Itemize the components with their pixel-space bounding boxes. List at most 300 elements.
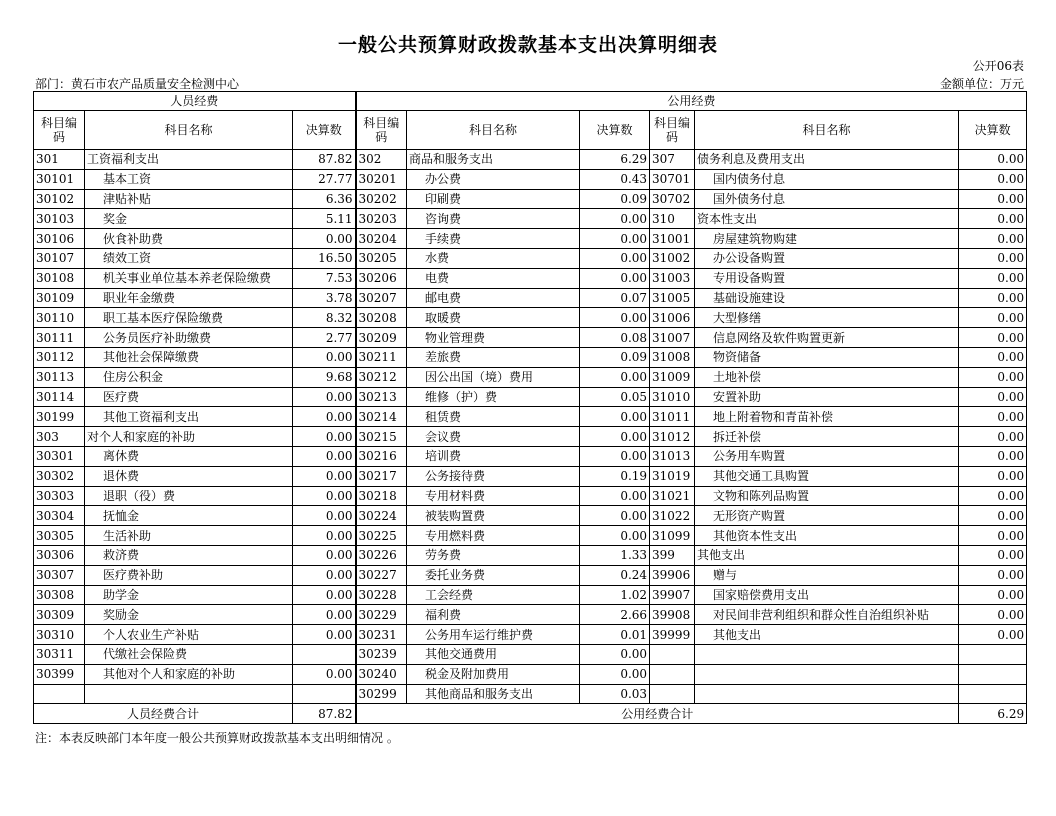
personnel-amount: 0.00 <box>293 565 356 585</box>
public-amount: 0.09 <box>580 347 650 367</box>
public-amount: 0.00 <box>580 248 650 268</box>
public-amount: 0.00 <box>580 268 650 288</box>
public-code: 30201 <box>356 169 407 189</box>
table-row <box>34 328 1027 348</box>
personnel-name: 公务员医疗补助缴费 <box>85 328 293 348</box>
personnel-name: 职业年金缴费 <box>85 288 293 308</box>
table-row <box>34 644 1027 664</box>
public-name: 租赁费 <box>407 407 580 427</box>
public-code: 30209 <box>356 328 407 348</box>
total-personnel-amount: 87.82 <box>293 704 356 724</box>
personnel-code: 30308 <box>34 585 85 605</box>
public-name: 专用材料费 <box>407 486 580 506</box>
public-code: 30205 <box>356 248 407 268</box>
public-code: 302 <box>356 150 407 170</box>
personnel-amount: 0.00 <box>293 486 356 506</box>
personnel-name: 绩效工资 <box>85 248 293 268</box>
public-amount: 6.29 <box>580 150 650 170</box>
unit-label: 金额单位：万元 <box>939 77 1024 91</box>
personnel-amount: 0.00 <box>293 664 356 684</box>
personnel-code: 30112 <box>34 347 85 367</box>
public-name: 被装购置费 <box>407 506 580 526</box>
personnel-amount: 7.53 <box>293 268 356 288</box>
public-code: 30224 <box>356 506 407 526</box>
public-name: 会议费 <box>407 427 580 447</box>
table-row <box>34 625 1027 645</box>
capital-code: 31003 <box>650 268 695 288</box>
personnel-code: 30309 <box>34 605 85 625</box>
table-row <box>34 526 1027 546</box>
table-row <box>34 288 1027 308</box>
personnel-code: 30304 <box>34 506 85 526</box>
personnel-code: 301 <box>34 150 85 170</box>
header-name: 科目名称 <box>85 111 293 150</box>
page-title: 一般公共预算财政拨款基本支出决算明细表 <box>337 34 718 56</box>
public-name: 培训费 <box>407 446 580 466</box>
expenditure-table <box>33 91 1027 724</box>
capital-name: 专用设备购置 <box>695 268 959 288</box>
personnel-code: 30102 <box>34 189 85 209</box>
public-amount: 0.00 <box>580 526 650 546</box>
personnel-name: 其他工资福利支出 <box>85 407 293 427</box>
public-amount: 0.00 <box>580 308 650 328</box>
capital-amount: 0.00 <box>959 506 1027 526</box>
capital-code: 39906 <box>650 565 695 585</box>
personnel-amount: 2.77 <box>293 328 356 348</box>
capital-amount: 0.00 <box>959 229 1027 249</box>
capital-code: 31013 <box>650 446 695 466</box>
section-public: 公用经费 <box>356 92 1027 111</box>
personnel-amount: 27.77 <box>293 169 356 189</box>
public-name: 水费 <box>407 248 580 268</box>
capital-amount: 0.00 <box>959 150 1027 170</box>
capital-amount: 0.00 <box>959 526 1027 546</box>
public-amount: 0.00 <box>580 506 650 526</box>
capital-amount: 0.00 <box>959 189 1027 209</box>
personnel-amount: 16.50 <box>293 248 356 268</box>
personnel-amount: 87.82 <box>293 150 356 170</box>
public-code: 30231 <box>356 625 407 645</box>
public-amount: 0.05 <box>580 387 650 407</box>
table-row <box>34 466 1027 486</box>
public-name: 商品和服务支出 <box>407 150 580 170</box>
capital-amount: 0.00 <box>959 367 1027 387</box>
public-name: 公务接待费 <box>407 466 580 486</box>
public-name: 公务用车运行维护费 <box>407 625 580 645</box>
personnel-name: 救济费 <box>85 545 293 565</box>
capital-amount: 0.00 <box>959 209 1027 229</box>
table-row <box>34 605 1027 625</box>
public-amount: 0.00 <box>580 664 650 684</box>
capital-code: 30702 <box>650 189 695 209</box>
public-name: 委托业务费 <box>407 565 580 585</box>
section-personnel: 人员经费 <box>34 92 356 111</box>
public-code: 30202 <box>356 189 407 209</box>
capital-name: 其他资本性支出 <box>695 526 959 546</box>
capital-amount: 0.00 <box>959 466 1027 486</box>
table-row <box>34 308 1027 328</box>
capital-amount: 0.00 <box>959 308 1027 328</box>
capital-code: 31005 <box>650 288 695 308</box>
personnel-name: 其他对个人和家庭的补助 <box>85 664 293 684</box>
capital-code: 31007 <box>650 328 695 348</box>
capital-amount: 0.00 <box>959 605 1027 625</box>
personnel-code: 30107 <box>34 248 85 268</box>
capital-code: 31022 <box>650 506 695 526</box>
personnel-name: 工资福利支出 <box>85 150 293 170</box>
public-amount: 0.00 <box>580 644 650 664</box>
public-name: 其他交通费用 <box>407 644 580 664</box>
capital-code: 31021 <box>650 486 695 506</box>
header-code: 科目编码 <box>34 111 85 150</box>
public-code: 30203 <box>356 209 407 229</box>
public-name: 其他商品和服务支出 <box>407 684 580 704</box>
personnel-name: 抚恤金 <box>85 506 293 526</box>
personnel-amount: 0.00 <box>293 427 356 447</box>
public-amount: 0.00 <box>580 407 650 427</box>
personnel-name: 奖励金 <box>85 605 293 625</box>
capital-name: 大型修缮 <box>695 308 959 328</box>
public-code: 30226 <box>356 545 407 565</box>
public-amount: 0.08 <box>580 328 650 348</box>
capital-code: 39907 <box>650 585 695 605</box>
personnel-code: 30111 <box>34 328 85 348</box>
header-code: 科目编码 <box>356 111 407 150</box>
personnel-amount <box>293 644 356 664</box>
personnel-code: 30303 <box>34 486 85 506</box>
header-amount: 决算数 <box>580 111 650 150</box>
public-amount: 2.66 <box>580 605 650 625</box>
personnel-code: 30106 <box>34 229 85 249</box>
capital-amount: 0.00 <box>959 545 1027 565</box>
personnel-amount: 8.32 <box>293 308 356 328</box>
table-row <box>34 150 1027 170</box>
personnel-amount: 0.00 <box>293 605 356 625</box>
capital-amount: 0.00 <box>959 169 1027 189</box>
capital-name: 拆迁补偿 <box>695 427 959 447</box>
public-code: 30216 <box>356 446 407 466</box>
public-code: 30213 <box>356 387 407 407</box>
personnel-code: 30101 <box>34 169 85 189</box>
capital-code: 31008 <box>650 347 695 367</box>
public-amount: 0.00 <box>580 229 650 249</box>
personnel-amount: 9.68 <box>293 367 356 387</box>
public-name: 福利费 <box>407 605 580 625</box>
department-label: 部门：黄石市农产品质量安全检测中心 <box>35 77 240 91</box>
personnel-code <box>34 684 85 704</box>
personnel-code: 30113 <box>34 367 85 387</box>
capital-amount: 0.00 <box>959 625 1027 645</box>
public-amount: 0.19 <box>580 466 650 486</box>
public-amount: 1.33 <box>580 545 650 565</box>
capital-name <box>695 664 959 684</box>
capital-name: 国内债务付息 <box>695 169 959 189</box>
personnel-code: 30399 <box>34 664 85 684</box>
capital-name: 国外债务付息 <box>695 189 959 209</box>
personnel-amount: 0.00 <box>293 446 356 466</box>
capital-name: 办公设备购置 <box>695 248 959 268</box>
personnel-name: 医疗费 <box>85 387 293 407</box>
capital-name <box>695 684 959 704</box>
total-personnel-label: 人员经费合计 <box>34 704 293 724</box>
personnel-code: 30310 <box>34 625 85 645</box>
form-code: 公开06表 <box>972 59 1024 73</box>
header-amount: 决算数 <box>293 111 356 150</box>
capital-amount: 0.00 <box>959 585 1027 605</box>
capital-name: 国家赔偿费用支出 <box>695 585 959 605</box>
capital-amount: 0.00 <box>959 288 1027 308</box>
capital-amount: 0.00 <box>959 427 1027 447</box>
personnel-code: 30108 <box>34 268 85 288</box>
public-amount: 0.09 <box>580 189 650 209</box>
personnel-code: 30307 <box>34 565 85 585</box>
personnel-name: 住房公积金 <box>85 367 293 387</box>
personnel-name: 职工基本医疗保险缴费 <box>85 308 293 328</box>
personnel-amount: 0.00 <box>293 585 356 605</box>
personnel-code: 30301 <box>34 446 85 466</box>
capital-code: 31012 <box>650 427 695 447</box>
capital-name: 其他支出 <box>695 625 959 645</box>
capital-name: 资本性支出 <box>695 209 959 229</box>
personnel-name: 医疗费补助 <box>85 565 293 585</box>
table-row <box>34 545 1027 565</box>
capital-name: 土地补偿 <box>695 367 959 387</box>
personnel-amount: 0.00 <box>293 347 356 367</box>
personnel-code: 303 <box>34 427 85 447</box>
table-row <box>34 229 1027 249</box>
personnel-amount: 3.78 <box>293 288 356 308</box>
personnel-amount: 0.00 <box>293 545 356 565</box>
capital-amount: 0.00 <box>959 248 1027 268</box>
table-row <box>34 169 1027 189</box>
capital-code: 31001 <box>650 229 695 249</box>
footnote: 注：本表反映部门本年度一般公共预算财政拨款基本支出明细情况 。 <box>35 731 399 745</box>
capital-code: 31099 <box>650 526 695 546</box>
header-name: 科目名称 <box>695 111 959 150</box>
public-amount: 0.24 <box>580 565 650 585</box>
table-row <box>34 387 1027 407</box>
table-row <box>34 347 1027 367</box>
capital-code: 310 <box>650 209 695 229</box>
public-amount: 0.01 <box>580 625 650 645</box>
personnel-amount: 0.00 <box>293 526 356 546</box>
public-amount: 0.00 <box>580 486 650 506</box>
public-code: 30228 <box>356 585 407 605</box>
personnel-name: 伙食补助费 <box>85 229 293 249</box>
public-code: 30208 <box>356 308 407 328</box>
capital-code: 39999 <box>650 625 695 645</box>
personnel-name: 基本工资 <box>85 169 293 189</box>
personnel-code: 30305 <box>34 526 85 546</box>
capital-amount: 0.00 <box>959 565 1027 585</box>
public-code: 30215 <box>356 427 407 447</box>
public-code: 30217 <box>356 466 407 486</box>
public-name: 因公出国（境）费用 <box>407 367 580 387</box>
personnel-name: 机关事业单位基本养老保险缴费 <box>85 268 293 288</box>
public-amount: 0.03 <box>580 684 650 704</box>
public-amount: 0.00 <box>580 446 650 466</box>
capital-amount: 0.00 <box>959 347 1027 367</box>
capital-amount: 0.00 <box>959 387 1027 407</box>
capital-name: 对民间非营利组织和群众性自治组织补贴 <box>695 605 959 625</box>
total-public-label: 公用经费合计 <box>356 704 959 724</box>
public-code: 30211 <box>356 347 407 367</box>
capital-name: 信息网络及软件购置更新 <box>695 328 959 348</box>
capital-amount: 0.00 <box>959 446 1027 466</box>
personnel-name <box>85 684 293 704</box>
table-row <box>34 565 1027 585</box>
personnel-amount: 0.00 <box>293 229 356 249</box>
public-name: 维修（护）费 <box>407 387 580 407</box>
capital-code: 307 <box>650 150 695 170</box>
personnel-amount: 0.00 <box>293 407 356 427</box>
personnel-name: 其他社会保障缴费 <box>85 347 293 367</box>
table-row <box>34 367 1027 387</box>
personnel-name: 离休费 <box>85 446 293 466</box>
capital-code: 31009 <box>650 367 695 387</box>
personnel-amount: 6.36 <box>293 189 356 209</box>
personnel-code: 30110 <box>34 308 85 328</box>
personnel-code: 30199 <box>34 407 85 427</box>
table-row <box>34 209 1027 229</box>
public-name: 专用燃料费 <box>407 526 580 546</box>
public-code: 30225 <box>356 526 407 546</box>
public-amount: 0.43 <box>580 169 650 189</box>
capital-code: 31002 <box>650 248 695 268</box>
capital-code <box>650 644 695 664</box>
public-code: 30299 <box>356 684 407 704</box>
public-name: 印刷费 <box>407 189 580 209</box>
public-code: 30212 <box>356 367 407 387</box>
personnel-name: 津贴补贴 <box>85 189 293 209</box>
public-name: 取暖费 <box>407 308 580 328</box>
public-name: 咨询费 <box>407 209 580 229</box>
personnel-name: 对个人和家庭的补助 <box>85 427 293 447</box>
header-name: 科目名称 <box>407 111 580 150</box>
public-amount: 0.00 <box>580 209 650 229</box>
capital-code: 31006 <box>650 308 695 328</box>
personnel-code: 30109 <box>34 288 85 308</box>
capital-code: 39908 <box>650 605 695 625</box>
public-name: 劳务费 <box>407 545 580 565</box>
capital-name: 赠与 <box>695 565 959 585</box>
personnel-name: 生活补助 <box>85 526 293 546</box>
personnel-name: 代缴社会保险费 <box>85 644 293 664</box>
public-name: 电费 <box>407 268 580 288</box>
capital-name: 公务用车购置 <box>695 446 959 466</box>
public-amount: 0.00 <box>580 367 650 387</box>
capital-name: 债务利息及费用支出 <box>695 150 959 170</box>
capital-amount: 0.00 <box>959 268 1027 288</box>
personnel-name: 奖金 <box>85 209 293 229</box>
personnel-code: 30311 <box>34 644 85 664</box>
total-public-amount: 6.29 <box>959 704 1027 724</box>
capital-code <box>650 664 695 684</box>
public-code: 30227 <box>356 565 407 585</box>
public-code: 30206 <box>356 268 407 288</box>
public-name: 手续费 <box>407 229 580 249</box>
personnel-amount: 0.00 <box>293 387 356 407</box>
personnel-amount: 0.00 <box>293 466 356 486</box>
personnel-code: 30103 <box>34 209 85 229</box>
personnel-code: 30306 <box>34 545 85 565</box>
capital-name: 物资储备 <box>695 347 959 367</box>
capital-code: 31019 <box>650 466 695 486</box>
public-code: 30240 <box>356 664 407 684</box>
public-code: 30229 <box>356 605 407 625</box>
capital-amount <box>959 664 1027 684</box>
capital-name <box>695 644 959 664</box>
table-row <box>34 248 1027 268</box>
public-name: 办公费 <box>407 169 580 189</box>
totals-row <box>34 704 1027 724</box>
public-code: 30239 <box>356 644 407 664</box>
personnel-amount: 0.00 <box>293 506 356 526</box>
capital-amount: 0.00 <box>959 407 1027 427</box>
personnel-amount: 5.11 <box>293 209 356 229</box>
personnel-name: 退休费 <box>85 466 293 486</box>
personnel-name: 个人农业生产补贴 <box>85 625 293 645</box>
public-name: 工会经费 <box>407 585 580 605</box>
public-code: 30214 <box>356 407 407 427</box>
public-amount: 0.00 <box>580 427 650 447</box>
personnel-code: 30114 <box>34 387 85 407</box>
capital-name: 文物和陈列品购置 <box>695 486 959 506</box>
personnel-amount <box>293 684 356 704</box>
table-row <box>34 407 1027 427</box>
public-amount: 0.07 <box>580 288 650 308</box>
table-row <box>34 268 1027 288</box>
capital-code: 30701 <box>650 169 695 189</box>
personnel-amount: 0.00 <box>293 625 356 645</box>
capital-amount <box>959 684 1027 704</box>
table-row <box>34 189 1027 209</box>
public-code: 30204 <box>356 229 407 249</box>
table-row <box>34 446 1027 466</box>
public-name: 税金及附加费用 <box>407 664 580 684</box>
header-code: 科目编码 <box>650 111 695 150</box>
public-name: 邮电费 <box>407 288 580 308</box>
capital-amount: 0.00 <box>959 328 1027 348</box>
personnel-code: 30302 <box>34 466 85 486</box>
capital-amount: 0.00 <box>959 486 1027 506</box>
table-row <box>34 427 1027 447</box>
capital-code <box>650 684 695 704</box>
capital-code: 31010 <box>650 387 695 407</box>
capital-name: 其他交通工具购置 <box>695 466 959 486</box>
public-name: 差旅费 <box>407 347 580 367</box>
public-code: 30207 <box>356 288 407 308</box>
table-row <box>34 486 1027 506</box>
public-amount: 1.02 <box>580 585 650 605</box>
capital-name: 基础设施建设 <box>695 288 959 308</box>
capital-name: 地上附着物和青苗补偿 <box>695 407 959 427</box>
public-name: 物业管理费 <box>407 328 580 348</box>
capital-amount <box>959 644 1027 664</box>
capital-name: 房屋建筑物购建 <box>695 229 959 249</box>
capital-name: 安置补助 <box>695 387 959 407</box>
public-code: 30218 <box>356 486 407 506</box>
personnel-name: 助学金 <box>85 585 293 605</box>
table-row <box>34 684 1027 704</box>
table-row <box>34 664 1027 684</box>
table-row <box>34 585 1027 605</box>
table-row <box>34 506 1027 526</box>
capital-name: 其他支出 <box>695 545 959 565</box>
header-amount: 决算数 <box>959 111 1027 150</box>
capital-code: 31011 <box>650 407 695 427</box>
capital-code: 399 <box>650 545 695 565</box>
